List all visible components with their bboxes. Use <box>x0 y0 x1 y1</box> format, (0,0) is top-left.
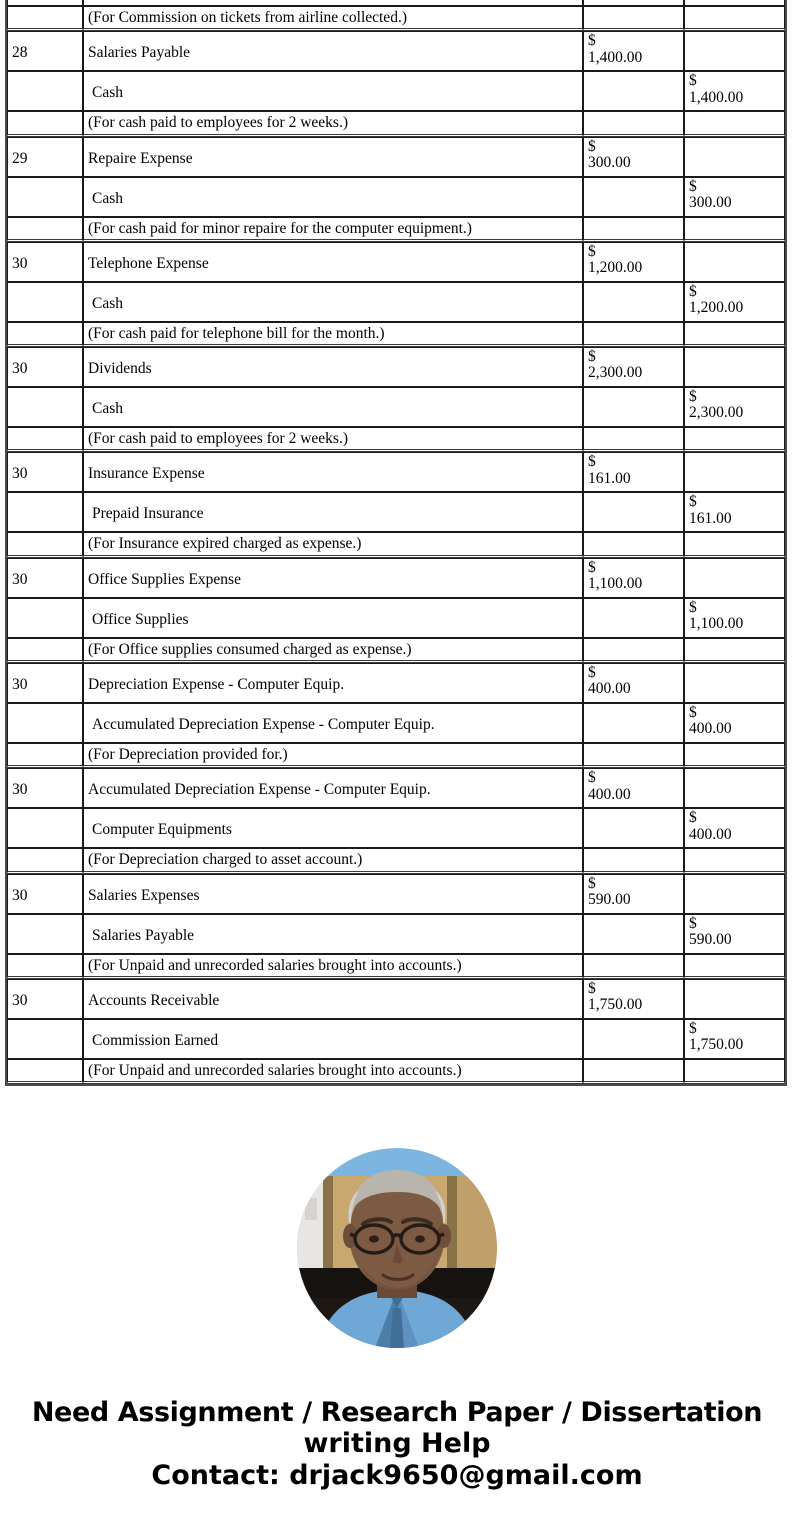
journal-explanation-cell: (For cash paid to employees for 2 weeks.) <box>83 111 583 136</box>
amount-value <box>588 244 680 277</box>
amount-value <box>588 665 680 698</box>
journal-row-debit <box>7 31 785 71</box>
journal-account-cell: Salaries Expenses <box>83 874 583 914</box>
amount-number: 1,400.00 <box>588 48 643 66</box>
journal-account-cell: Cash <box>83 71 583 111</box>
general-journal-table-wrapper <box>5 0 787 1086</box>
currency-symbol: $ <box>588 663 596 681</box>
amount-value <box>689 705 781 738</box>
amount-number: 1,100.00 <box>689 614 744 632</box>
journal-date-cell <box>7 598 83 638</box>
journal-debit-cell <box>583 322 684 347</box>
journal-debit-cell <box>583 71 684 111</box>
amount-number: 590.00 <box>588 890 631 908</box>
journal-debit-cell <box>583 954 684 979</box>
journal-debit-cell <box>583 177 684 217</box>
amount-number: 1,750.00 <box>689 1036 744 1054</box>
journal-explanation-cell: (For Depreciation charged to asset account.) <box>83 848 583 873</box>
journal-debit-cell <box>583 6 684 31</box>
journal-credit-cell <box>684 137 785 177</box>
journal-explanation-cell: (For Unpaid and unrecorded salaries brought into accounts.) <box>83 1059 583 1084</box>
journal-account-cell: Accounts Receivable <box>83 979 583 1019</box>
currency-symbol: $ <box>588 979 596 997</box>
journal-date-cell <box>7 217 83 242</box>
journal-account-cell: Salaries Payable <box>83 914 583 954</box>
journal-credit-cell <box>684 217 785 242</box>
journal-debit-cell <box>583 874 684 914</box>
amount-number: 400.00 <box>689 825 732 843</box>
journal-row-credit <box>7 1019 785 1059</box>
journal-debit-cell <box>583 848 684 873</box>
journal-date-cell <box>7 387 83 427</box>
journal-account-cell: Insurance Expense <box>83 452 583 492</box>
journal-debit-cell <box>583 663 684 703</box>
amount-value <box>588 33 680 66</box>
amount-number: 161.00 <box>689 509 732 527</box>
journal-row-note <box>7 217 785 242</box>
journal-debit-cell <box>583 1019 684 1059</box>
journal-credit-cell <box>684 914 785 954</box>
currency-symbol: $ <box>689 1019 697 1037</box>
journal-credit-cell <box>684 979 785 1019</box>
journal-row-credit <box>7 703 785 743</box>
journal-date-cell <box>7 743 83 768</box>
journal-account-cell: Cash <box>83 387 583 427</box>
profile-photo-illustration <box>297 1148 497 1348</box>
journal-date-cell <box>7 111 83 136</box>
amount-number: 1,100.00 <box>588 574 643 592</box>
journal-debit-cell <box>583 427 684 452</box>
journal-row-note <box>7 638 785 663</box>
journal-row-credit <box>7 387 785 427</box>
journal-date-cell: 30 <box>7 452 83 492</box>
journal-debit-cell <box>583 532 684 557</box>
amount-number: 400.00 <box>689 720 732 738</box>
amount-value <box>588 349 680 382</box>
currency-symbol: $ <box>689 703 697 721</box>
journal-account-cell: Accumulated Depreciation Expense - Computer Equip. <box>83 703 583 743</box>
journal-date-cell <box>7 71 83 111</box>
currency-symbol: $ <box>588 453 596 471</box>
currency-symbol: $ <box>689 177 697 195</box>
journal-row-note <box>7 427 785 452</box>
journal-row-note <box>7 1059 785 1084</box>
journal-date-cell <box>7 1019 83 1059</box>
journal-row-note <box>7 322 785 347</box>
journal-explanation-cell: (For Commission on tickets from airline collected.) <box>83 6 583 31</box>
currency-symbol: $ <box>689 914 697 932</box>
currency-symbol: $ <box>588 242 596 260</box>
journal-account-cell: Cash <box>83 282 583 322</box>
journal-explanation-cell: (For cash paid for minor repaire for the computer equipment.) <box>83 217 583 242</box>
journal-row-note <box>7 532 785 557</box>
journal-row-credit <box>7 914 785 954</box>
amount-number: 400.00 <box>588 680 631 698</box>
currency-symbol: $ <box>588 348 596 366</box>
journal-credit-cell <box>684 638 785 663</box>
amount-value <box>689 389 781 422</box>
currency-symbol: $ <box>588 558 596 576</box>
journal-credit-cell <box>684 598 785 638</box>
journal-account-cell: Office Supplies <box>83 598 583 638</box>
journal-account-cell: Depreciation Expense - Computer Equip. <box>83 663 583 703</box>
amount-number: 590.00 <box>689 930 732 948</box>
journal-explanation-cell: (For cash paid for telephone bill for the month.) <box>83 322 583 347</box>
journal-credit-cell <box>684 111 785 136</box>
amount-value <box>689 494 781 527</box>
journal-row-credit <box>7 71 785 111</box>
journal-row-debit <box>7 979 785 1019</box>
journal-date-cell: 30 <box>7 979 83 1019</box>
amount-number: 1,200.00 <box>689 299 744 317</box>
journal-date-cell <box>7 914 83 954</box>
amount-value <box>689 1021 781 1054</box>
journal-date-cell <box>7 954 83 979</box>
journal-account-cell: Dividends <box>83 347 583 387</box>
journal-credit-cell <box>684 322 785 347</box>
amount-number <box>689 0 781 1</box>
journal-account-cell: Computer Equipments <box>83 808 583 848</box>
journal-date-cell: 30 <box>7 558 83 598</box>
journal-date-cell: 30 <box>7 347 83 387</box>
journal-debit-cell <box>583 558 684 598</box>
journal-debit-cell <box>583 387 684 427</box>
journal-date-cell: 30 <box>7 242 83 282</box>
journal-row-debit <box>7 347 785 387</box>
journal-date-cell <box>7 6 83 31</box>
journal-date-cell <box>7 703 83 743</box>
journal-debit-cell <box>583 979 684 1019</box>
journal-explanation-cell: (For Insurance expired charged as expense.) <box>83 532 583 557</box>
journal-date-cell <box>7 427 83 452</box>
amount-value <box>588 560 680 593</box>
journal-row-debit <box>7 663 785 703</box>
amount-number: 1,200.00 <box>588 259 643 277</box>
journal-row-note <box>7 743 785 768</box>
journal-debit-cell <box>583 914 684 954</box>
journal-row-credit <box>7 177 785 217</box>
currency-symbol: $ <box>689 493 697 511</box>
journal-credit-cell <box>684 808 785 848</box>
journal-credit-cell <box>684 492 785 532</box>
promo-line-1: Need Assignment / Research Paper / Dissertation <box>31 1397 763 1428</box>
amount-number: 400.00 <box>588 785 631 803</box>
journal-credit-cell <box>684 954 785 979</box>
journal-date-cell <box>7 808 83 848</box>
journal-explanation-cell: (For cash paid to employees for 2 weeks.) <box>83 427 583 452</box>
journal-row-note <box>7 6 785 31</box>
journal-credit-cell <box>684 452 785 492</box>
amount-number: 1,400.00 <box>689 88 744 106</box>
journal-debit-cell <box>583 703 684 743</box>
amount-value <box>689 179 781 212</box>
currency-symbol: $ <box>689 282 697 300</box>
journal-row-credit <box>7 808 785 848</box>
journal-credit-cell <box>684 703 785 743</box>
journal-debit-cell <box>583 242 684 282</box>
journal-account-cell: Commission Earned <box>83 1019 583 1059</box>
avatar <box>297 1148 497 1348</box>
journal-debit-cell <box>583 638 684 663</box>
journal-date-cell: 28 <box>7 31 83 71</box>
journal-credit-cell <box>684 6 785 31</box>
journal-debit-cell <box>583 347 684 387</box>
amount-value <box>588 876 680 909</box>
journal-row-credit <box>7 282 785 322</box>
amount-value <box>689 73 781 106</box>
journal-credit-cell <box>684 532 785 557</box>
promo-contact: Contact: drjack9650@gmail.com <box>151 1460 643 1491</box>
journal-debit-cell <box>583 111 684 136</box>
journal-date-cell <box>7 638 83 663</box>
journal-credit-cell <box>684 177 785 217</box>
journal-debit-cell <box>583 217 684 242</box>
journal-credit-cell <box>684 242 785 282</box>
journal-credit-cell <box>684 282 785 322</box>
journal-date-cell <box>7 1059 83 1084</box>
currency-symbol: $ <box>689 598 697 616</box>
journal-credit-cell <box>684 874 785 914</box>
journal-row-credit <box>7 492 785 532</box>
amount-value <box>689 0 781 1</box>
journal-account-cell: Salaries Payable <box>83 31 583 71</box>
promo-block <box>0 1398 794 1492</box>
journal-row-note <box>7 954 785 979</box>
journal-body <box>7 0 785 1084</box>
journal-debit-cell <box>583 137 684 177</box>
journal-row-note <box>7 848 785 873</box>
journal-date-cell <box>7 282 83 322</box>
journal-account-cell: Prepaid Insurance <box>83 492 583 532</box>
journal-row-debit <box>7 452 785 492</box>
journal-date-cell: 29 <box>7 137 83 177</box>
journal-row-debit <box>7 558 785 598</box>
promo-line-2: writing Help <box>303 1428 491 1459</box>
amount-number: 300.00 <box>689 193 732 211</box>
journal-row-debit <box>7 137 785 177</box>
journal-explanation-cell: (For Office supplies consumed charged as expense.) <box>83 638 583 663</box>
journal-credit-cell <box>684 1019 785 1059</box>
journal-debit-cell <box>583 808 684 848</box>
journal-explanation-cell: (For Depreciation provided for.) <box>83 743 583 768</box>
journal-credit-cell <box>684 387 785 427</box>
journal-debit-cell <box>583 1059 684 1084</box>
amount-value <box>588 770 680 803</box>
journal-credit-cell <box>684 347 785 387</box>
journal-account-cell: Office Supplies Expense <box>83 558 583 598</box>
amount-number: 2,300.00 <box>689 404 744 422</box>
journal-date-cell <box>7 532 83 557</box>
amount-value <box>689 284 781 317</box>
currency-symbol: $ <box>689 388 697 406</box>
journal-debit-cell <box>583 768 684 808</box>
currency-symbol: $ <box>588 32 596 50</box>
journal-credit-cell <box>684 558 785 598</box>
journal-date-cell: 30 <box>7 663 83 703</box>
journal-date-cell <box>7 322 83 347</box>
journal-credit-cell <box>684 768 785 808</box>
journal-row-note <box>7 111 785 136</box>
journal-credit-cell <box>684 31 785 71</box>
journal-row-debit <box>7 768 785 808</box>
currency-symbol: $ <box>588 769 596 787</box>
general-journal-table <box>5 0 787 1086</box>
journal-account-cell: Telephone Expense <box>83 242 583 282</box>
journal-debit-cell <box>583 282 684 322</box>
journal-debit-cell <box>583 452 684 492</box>
amount-value <box>588 139 680 172</box>
amount-number: 300.00 <box>588 153 631 171</box>
journal-explanation-cell: (For Unpaid and unrecorded salaries brought into accounts.) <box>83 954 583 979</box>
journal-credit-cell <box>684 1059 785 1084</box>
amount-value <box>689 810 781 843</box>
journal-credit-cell <box>684 663 785 703</box>
journal-credit-cell <box>684 743 785 768</box>
avatar-block <box>0 1148 794 1353</box>
journal-date-cell: 30 <box>7 768 83 808</box>
journal-date-cell <box>7 492 83 532</box>
journal-date-cell <box>7 177 83 217</box>
amount-value <box>588 981 680 1014</box>
journal-credit-cell <box>684 848 785 873</box>
journal-row-credit <box>7 598 785 638</box>
journal-debit-cell <box>583 492 684 532</box>
amount-value <box>588 454 680 487</box>
amount-number: 161.00 <box>588 469 631 487</box>
journal-date-cell <box>7 848 83 873</box>
journal-debit-cell <box>583 598 684 638</box>
amount-value <box>689 916 781 949</box>
amount-number: 2,300.00 <box>588 364 643 382</box>
journal-account-cell: Cash <box>83 177 583 217</box>
journal-date-cell: 30 <box>7 874 83 914</box>
amount-number: 1,750.00 <box>588 996 643 1014</box>
journal-credit-cell <box>684 427 785 452</box>
journal-account-cell: Accumulated Depreciation Expense - Computer Equip. <box>83 768 583 808</box>
journal-row-debit <box>7 242 785 282</box>
currency-symbol: $ <box>689 72 697 90</box>
currency-symbol: $ <box>588 874 596 892</box>
journal-row-debit <box>7 874 785 914</box>
journal-credit-cell <box>684 71 785 111</box>
journal-debit-cell <box>583 31 684 71</box>
currency-symbol: $ <box>689 809 697 827</box>
amount-value <box>689 600 781 633</box>
journal-debit-cell <box>583 743 684 768</box>
journal-account-cell: Repaire Expense <box>83 137 583 177</box>
currency-symbol: $ <box>588 137 596 155</box>
